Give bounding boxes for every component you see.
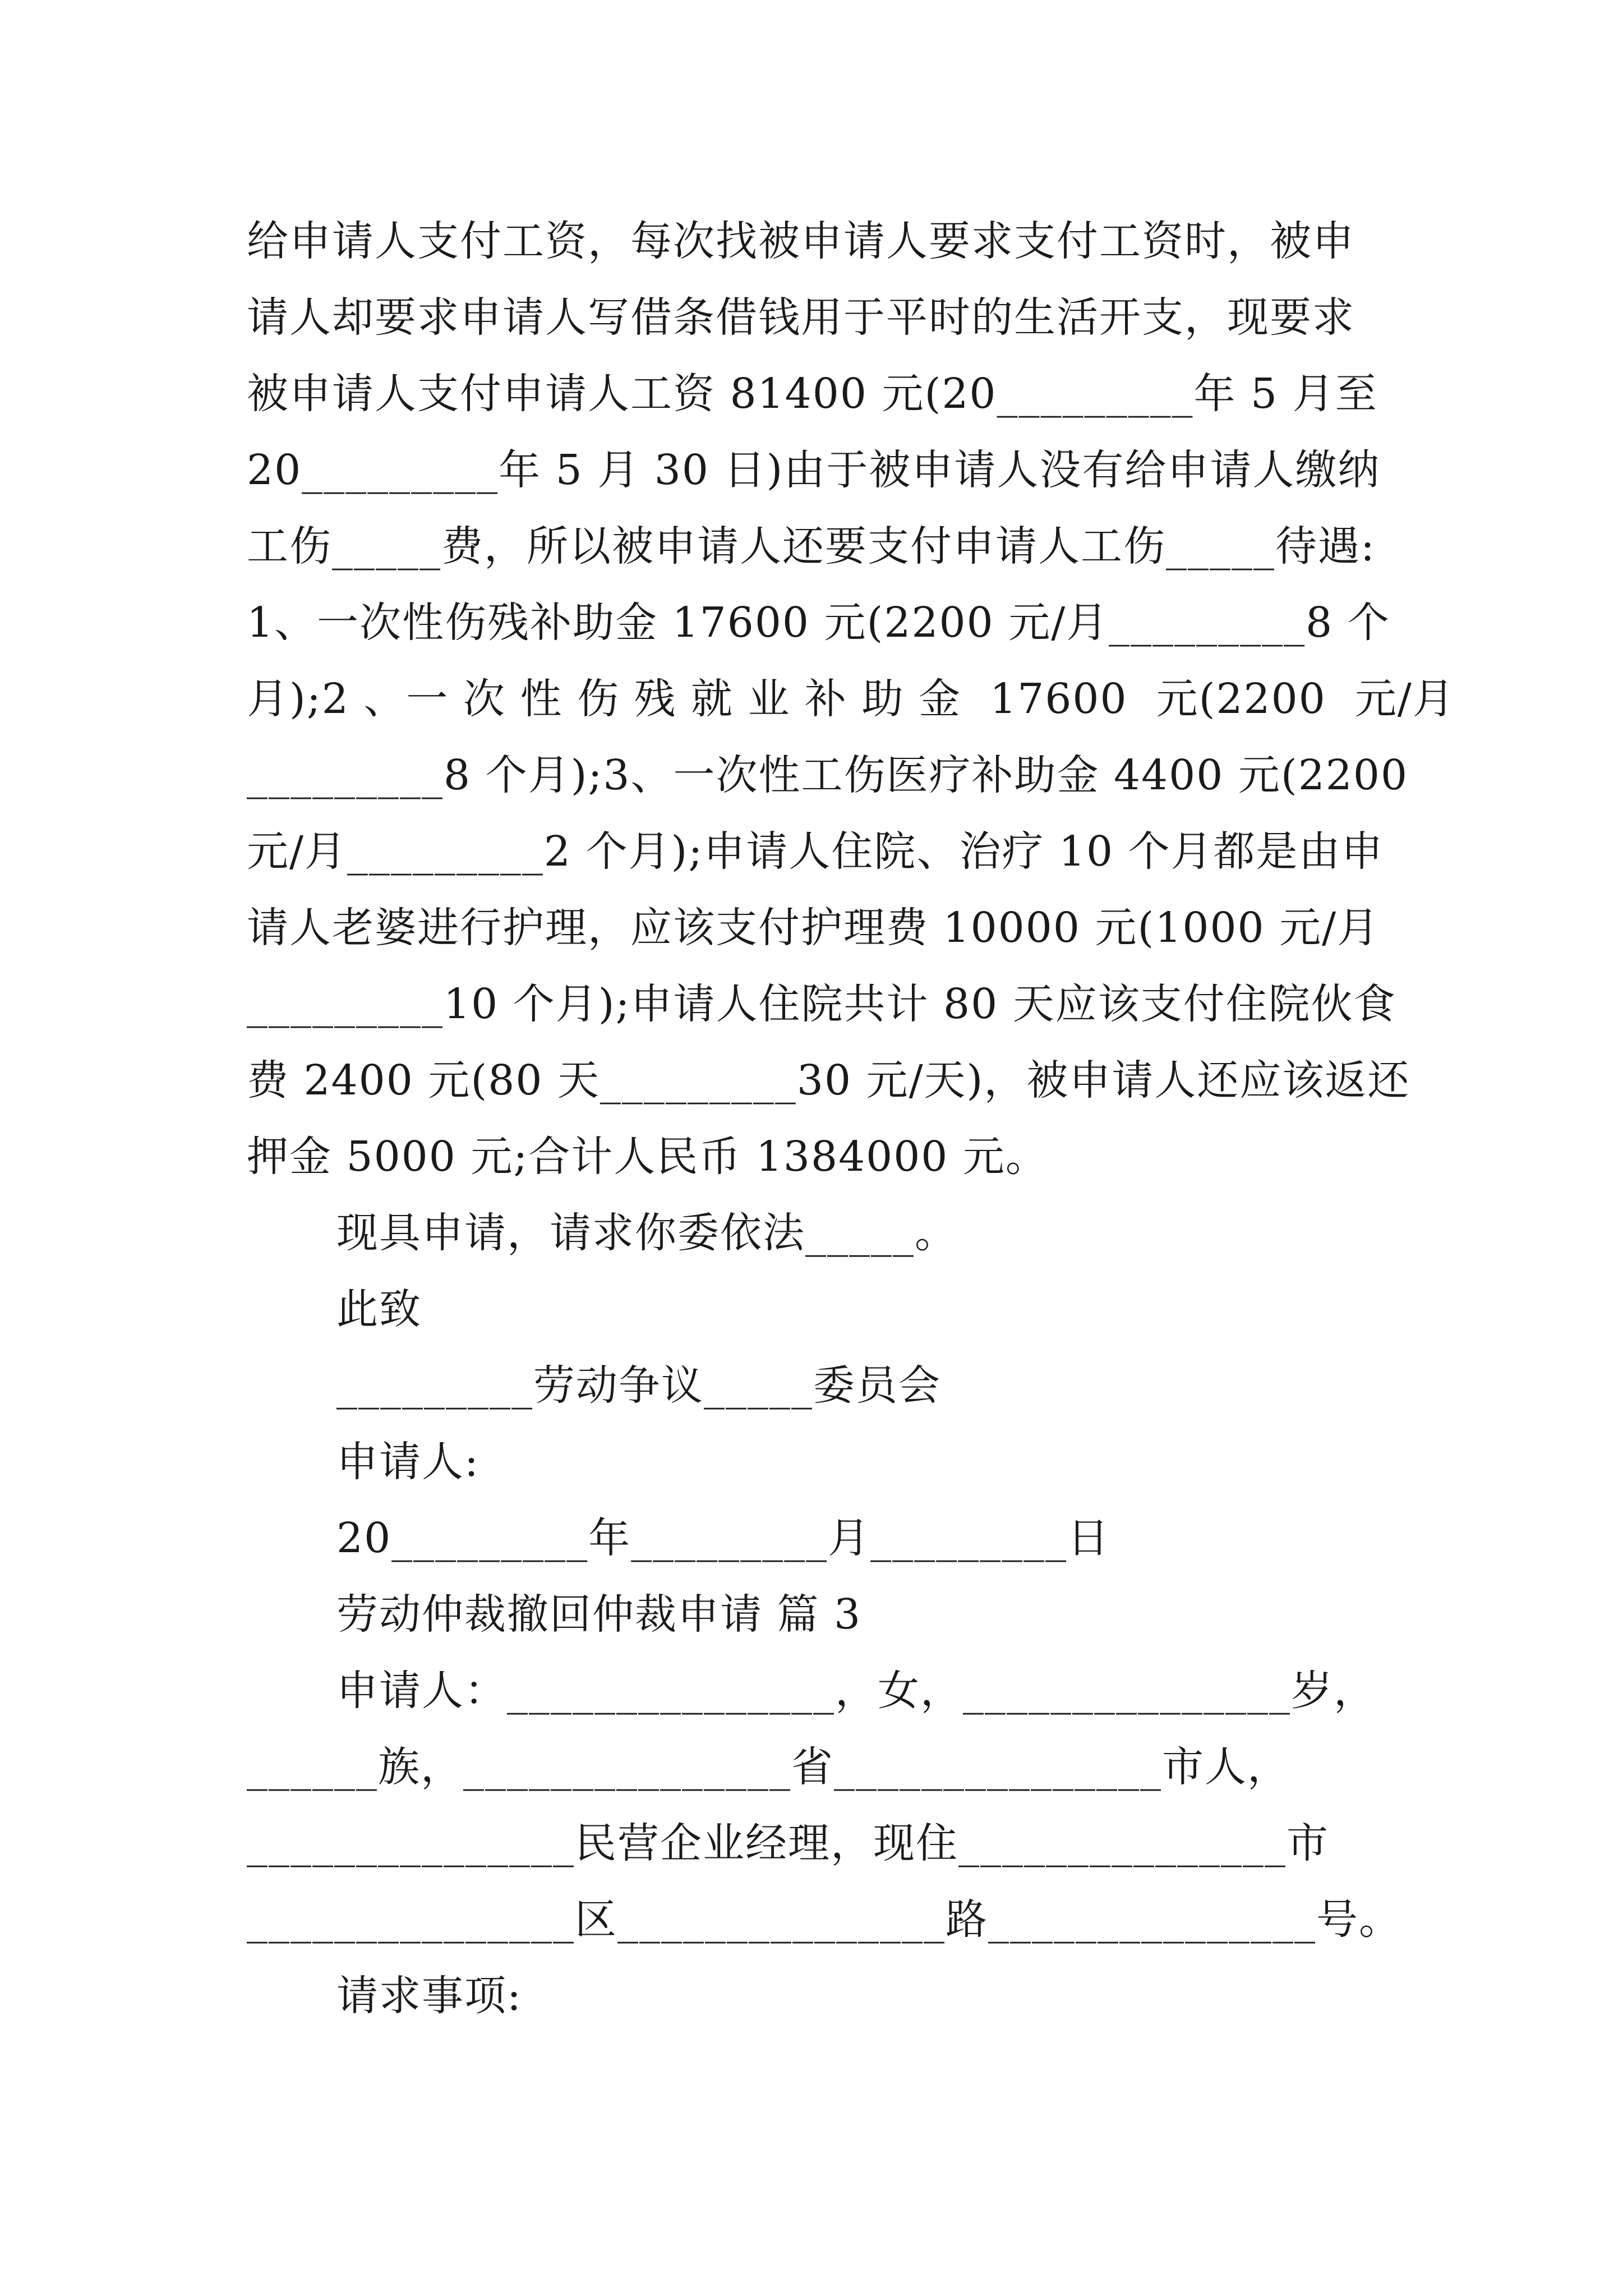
body-line-7: 月);2 、一 次 性 伤 残 就 业 补 助 金 17600 元(2200 元/月 (247, 675, 1455, 723)
applicant-info-line-1: 申请人：_______________，女，_______________岁， (336, 1667, 1376, 1715)
body-line-1: 给申请人支付工资，每次找被申请人要求支付工资时，被申 (247, 217, 1355, 265)
request-items-heading: 请求事项: (336, 1972, 522, 2020)
body-line-3: 被申请人支付申请人工资 81400 元(20_________年 5 月至 (247, 370, 1378, 418)
applicant-label-line: 申请人: (336, 1438, 479, 1486)
body-line-6: 1、一次性伤残补助金 17600 元(2200 元/月_________8 个 (247, 599, 1390, 647)
body-line-10: 请人老婆进行护理，应该支付护理费 10000 元(1000 元/月 (247, 904, 1380, 952)
body-line-13: 押金 5000 元;合计人民币 1384000 元。 (247, 1133, 1048, 1181)
body-line-8: _________8 个月);3、一次性工伤医疗补助金 4400 元(2200 (247, 751, 1409, 799)
applicant-info-line-2: ______族，_______________省_______________市人， (247, 1743, 1290, 1791)
applicant-info-line-4: _______________区_______________路_______________号。 (247, 1895, 1401, 1944)
salutation-line: 此致 (336, 1285, 422, 1333)
body-line-2: 请人却要求申请人写借条借钱用于平时的生活开支，现要求 (247, 293, 1355, 342)
body-line-11: _________10 个月);申请人住院共计 80 天应该支付住院伙食 (247, 980, 1396, 1028)
section-heading: 劳动仲裁撤回仲裁申请 篇 3 (336, 1590, 862, 1639)
body-line-5: 工伤_____费，所以被申请人还要支付申请人工伤_____待遇: (247, 522, 1376, 570)
applicant-info-line-3: _______________民营企业经理，现住_______________市 (247, 1819, 1329, 1867)
body-line-4: 20_________年 5 月 30 日)由于被申请人没有给申请人缴纳 (247, 446, 1381, 494)
request-line: 现具申请，请求你委依法_____。 (336, 1209, 957, 1257)
recipient-line: _________劳动争议_____委员会 (336, 1361, 941, 1410)
date-line: 20_________年_________月_________日 (336, 1514, 1110, 1562)
body-line-12: 费 2400 元(80 天_________30 元/天)，被申请人还应该返还 (247, 1056, 1410, 1105)
body-line-9: 元/月_________2 个月);申请人住院、治疗 10 个月都是由申 (247, 827, 1384, 876)
